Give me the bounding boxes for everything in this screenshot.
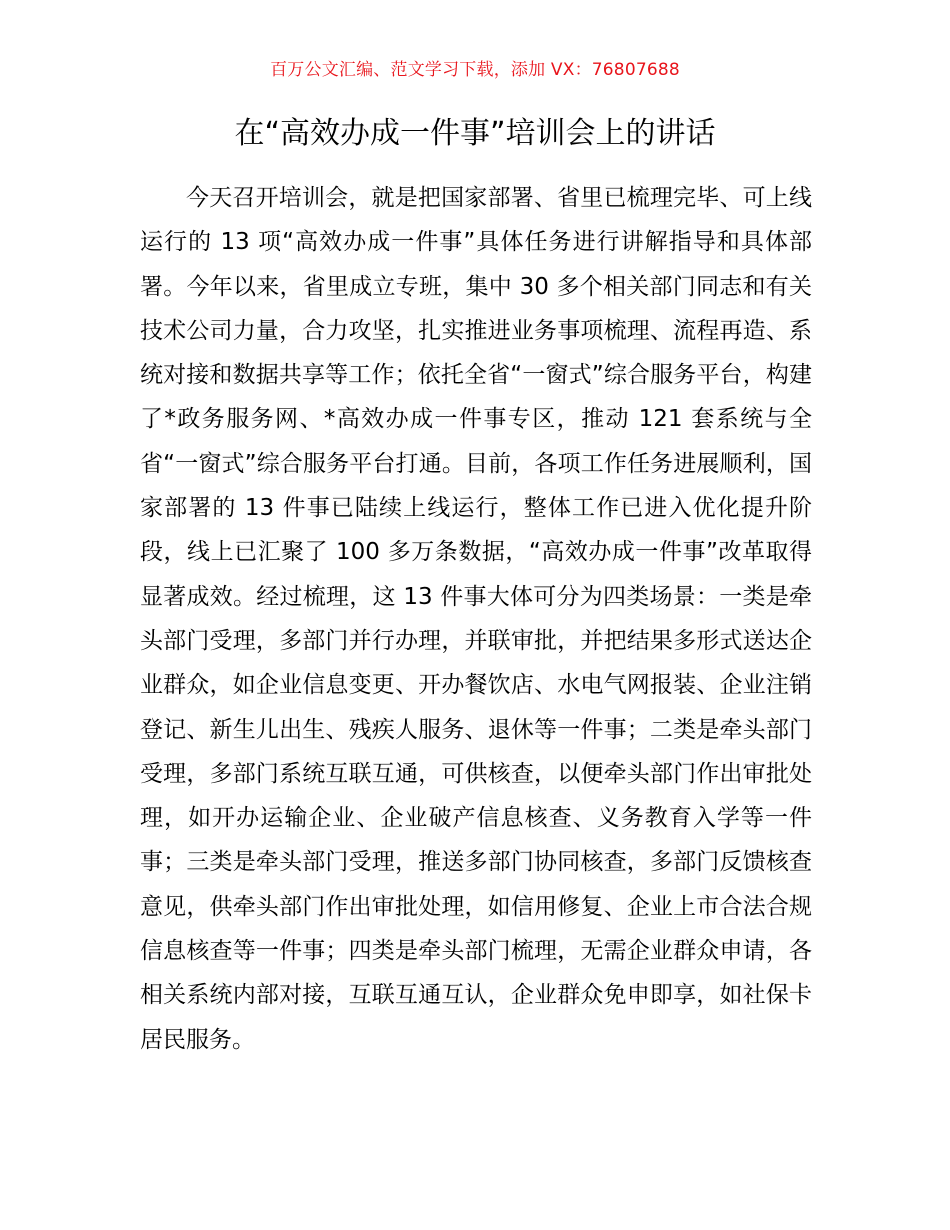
body-paragraph: 今天召开培训会，就是把国家部署、省里已梳理完毕、可上线运行的 13 项“高效办成一件事”具体任务进行讲解指导和具体部署。今年以来，省里成立专班，集中 30 多个相关部门同志和有关技术公司力量，合力攻坚，扎实推进业务事项梳理、流程再造、系统对接和数据共享等工作；依托全省“一窗式”综合服务平台，构建了*政务服务网、*高效办成一件事专区，推动 121 套系统与全省“一窗式”综合服务平台打通。目前，各项工作任务进展顺利，国家部署的 13 件事已陆续上线运行，整体工作已进入优化提升阶段，线上已汇聚了 100 多万条数据，“高效办成一件事”改革取得显著成效。经过梳理，这 13 件事大体可分为四类场景：一类是牵头部门受理，多部门并行办理，并联审批，并把结果多形式送达企业群众，如企业信息变更、开办餐饮店、水电气网报装、企业注销登记、新生儿出生、残疾人服务、退休等一件事；二类是牵头部门受理，多部门系统互联互通，可供核查，以便牵头部门作出审批处理，如开办运输企业、企业破产信息核查、义务教育入学等一件事；三类是牵头部门受理，推送多部门协同核查，多部门反馈核查意见，供牵头部门作出审批处理，如信用修复、企业上市合法合规信息核查等一件事；四类是牵头部门梳理，无需企业群众申请，各相关系统内部对接，互联互通互认，企业群众免申即享，如社保卡居民服务。 xyxy=(140,185,812,1053)
watermark-header: 百万公文汇编、范文学习下载，添加 VX：76807688 xyxy=(270,60,680,80)
document-title: 在“高效办成一件事”培训会上的讲话 xyxy=(234,116,716,151)
